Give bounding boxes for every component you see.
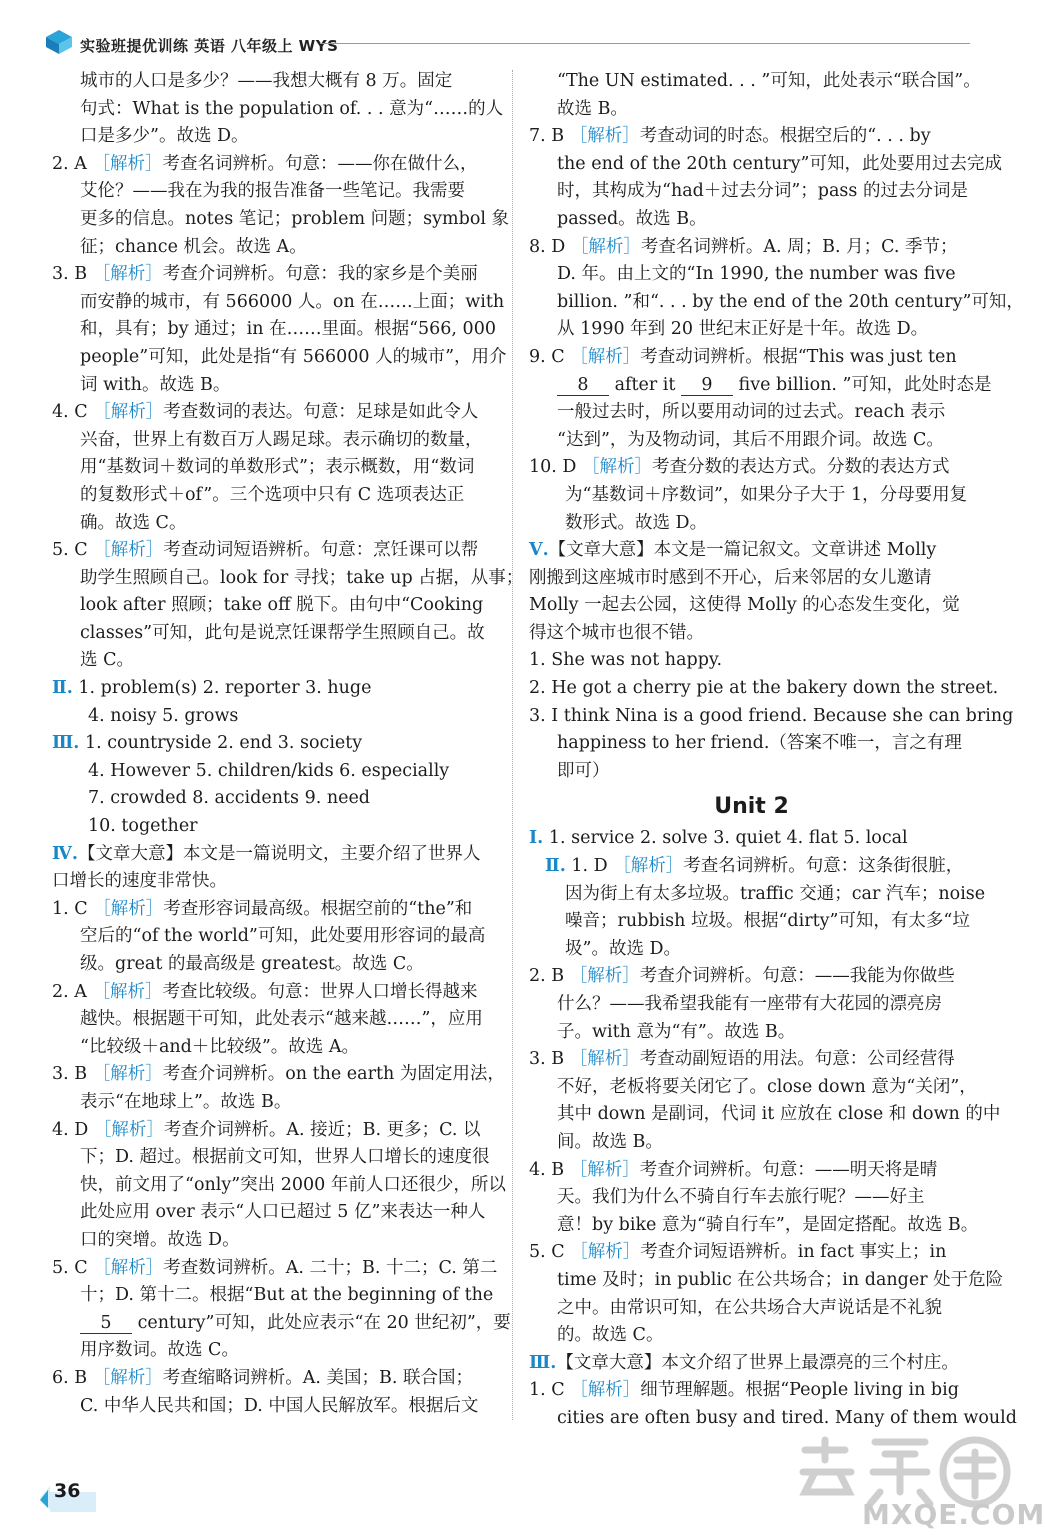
answer-line bbox=[529, 372, 992, 400]
line-text: 不好，老板将要关闭它了。close down 意为“关闭”， bbox=[557, 1076, 977, 1097]
answer-line bbox=[52, 592, 500, 620]
line-text: 考查介词短语辨析。in fact 事实上；in bbox=[640, 1242, 947, 1263]
line-text: 之中。由常识可知，在公共场合大声说话是不礼貌 bbox=[557, 1297, 942, 1318]
answer-line bbox=[52, 178, 500, 206]
question-number: 4. B bbox=[529, 1159, 565, 1180]
answer-line bbox=[529, 825, 974, 853]
line-text: 考查动词辨析。根据“This was just ten bbox=[640, 346, 957, 367]
answer-line bbox=[52, 758, 500, 786]
answer-line bbox=[52, 151, 500, 179]
analysis-tag: ［解析］ bbox=[570, 236, 641, 257]
analysis-tag: ［解析］ bbox=[570, 1242, 641, 1263]
right-column bbox=[529, 68, 1024, 1433]
answer-line bbox=[52, 1034, 500, 1062]
answer-line bbox=[529, 936, 974, 964]
answer-line bbox=[52, 482, 500, 510]
line-text: people”可知，此处是指“有 566000 人的城市”，用介 bbox=[80, 346, 507, 367]
answer-line bbox=[529, 123, 974, 151]
analysis-tag: ［解析］ bbox=[613, 856, 684, 877]
analysis-tag: ［解析］ bbox=[93, 898, 164, 919]
answer-line bbox=[529, 482, 974, 510]
line-text: 下；D. 超过。根据前文可知，世界人口增长的速度很 bbox=[80, 1147, 490, 1168]
answer-line bbox=[52, 316, 500, 344]
line-text: 时，其构成为“had＋过去分词”；pass 的过去分词是 bbox=[557, 181, 968, 202]
answer-line bbox=[52, 813, 500, 841]
analysis-tag: ［解析］ bbox=[569, 966, 640, 987]
line-text: 考查名词辨析。句意：——你在做什么， bbox=[162, 153, 478, 174]
answer-line bbox=[52, 1227, 500, 1255]
line-text: 考查名词辨析。句意：这条街很脏， bbox=[683, 856, 964, 877]
answer-line bbox=[52, 730, 500, 758]
page-number: 36 bbox=[54, 1480, 81, 1502]
line-text: 考查介词辨析。句意：——明天将是晴 bbox=[639, 1159, 938, 1180]
line-text: 口的突增。故选 D。 bbox=[80, 1229, 240, 1250]
answer-line bbox=[52, 620, 500, 648]
answer-line bbox=[529, 1405, 1017, 1433]
answer-line bbox=[529, 853, 974, 881]
question-number: 6. B bbox=[52, 1367, 88, 1388]
question-number: 1. C bbox=[529, 1380, 565, 1401]
line-text: “比较级＋and＋比较级”。故选 A。 bbox=[80, 1036, 359, 1057]
section-numeral: Ⅰ. bbox=[529, 828, 544, 849]
answer-line bbox=[529, 620, 974, 648]
answer-line bbox=[529, 68, 981, 96]
answer-line bbox=[52, 261, 500, 289]
line-text: 表示“在地球上”。故选 B。 bbox=[80, 1091, 292, 1112]
answer-line bbox=[529, 991, 974, 1019]
analysis-tag: ［解析］ bbox=[92, 264, 163, 285]
answer-line bbox=[529, 1295, 974, 1323]
line-text: 兴奋，世界上有数百万人踢足球。表示确切的数量， bbox=[80, 429, 483, 450]
answer-line bbox=[52, 1089, 500, 1117]
analysis-tag: ［解析］ bbox=[92, 1064, 163, 1085]
question-number: 3. B bbox=[529, 1049, 565, 1070]
question-number: 1. C bbox=[52, 898, 88, 919]
line-text: 的。故选 C。 bbox=[557, 1325, 664, 1346]
analysis-tag: ［解析］ bbox=[569, 126, 640, 147]
line-text: 2. He got a cherry pie at the bakery down the street. bbox=[529, 678, 999, 699]
answer-line bbox=[529, 344, 974, 372]
line-text: 句式：What is the population of. . . 意为“……的人 bbox=[80, 98, 504, 119]
analysis-tag: ［解析］ bbox=[92, 1367, 163, 1388]
line-text: Molly 一起去公园，这使得 Molly 的心态发生变化，觉 bbox=[529, 595, 960, 616]
line-text: 考查形容词最高级。根据空前的“the”和 bbox=[163, 898, 473, 919]
answer-line bbox=[529, 537, 974, 565]
question-number: 5. C bbox=[52, 540, 88, 561]
answer-line bbox=[529, 758, 974, 786]
line-text: 用“基数词＋数词的单数形式”；表示概数，用“数词 bbox=[80, 457, 475, 478]
line-text: 征；chance 机会。故选 A。 bbox=[80, 236, 307, 257]
line-text: 考查介词辨析。句意：——我能为你做些 bbox=[639, 966, 955, 987]
header-rule bbox=[320, 43, 970, 44]
answer-line bbox=[52, 868, 500, 896]
answer-line bbox=[52, 565, 524, 593]
answer-line bbox=[529, 1212, 979, 1240]
answer-line bbox=[52, 1393, 500, 1421]
line-text: 考查数词辨析。A. 二十；B. 十二；C. 第二 bbox=[163, 1257, 498, 1278]
answer-line bbox=[52, 1117, 500, 1145]
line-text: 一般过去时，所以要用动词的过去式。reach 表示 bbox=[557, 402, 946, 423]
answer-line bbox=[52, 454, 500, 482]
line-text: 子。with 意为“有”。故选 B。 bbox=[557, 1021, 796, 1042]
answer-line bbox=[529, 178, 974, 206]
line-text: 7. crowded 8. accidents 9. need bbox=[88, 788, 371, 809]
answer-line bbox=[529, 1157, 974, 1185]
line-text: 用序数词。故选 C。 bbox=[80, 1340, 239, 1361]
line-text: 口增长的速度非常快。 bbox=[52, 871, 227, 892]
answer-line bbox=[529, 399, 974, 427]
line-text: 考查分数的表达方式。分数的表达方式 bbox=[652, 457, 950, 478]
analysis-tag: ［解析］ bbox=[93, 402, 164, 423]
book-title: 实验班提优训练 英语 八年级上 WYS bbox=[80, 37, 339, 55]
answer-line bbox=[52, 399, 500, 427]
section-numeral: Ⅴ. bbox=[529, 540, 549, 561]
line-text: 艾伦？——我在为我的报告准备一些笔记。我需要 bbox=[80, 181, 465, 202]
line-text: 而安静的城市，有 566000 人。on 在……上面；with bbox=[80, 291, 505, 312]
analysis-tag: ［解析］ bbox=[570, 1380, 641, 1401]
line-text: 为“基数词＋序数词”，如果分子大于 1，分母要用复 bbox=[565, 484, 968, 505]
analysis-tag: ［解析］ bbox=[93, 540, 164, 561]
analysis-tag: ［解析］ bbox=[92, 981, 163, 1002]
line-text: 和，具有；by 通过；in 在……里面。根据“566, 000 bbox=[80, 319, 496, 340]
analysis-tag: ［解析］ bbox=[93, 1257, 164, 1278]
line-text: the end of the 20th century”可知，此处要用过去完成 bbox=[557, 153, 1002, 174]
answer-line bbox=[529, 316, 974, 344]
line-text: billion. ”和“. . . by the end of the 20th century”可知， bbox=[557, 291, 1024, 312]
answer-line bbox=[529, 510, 974, 538]
line-text: 1. countryside 2. end 3. society bbox=[79, 733, 363, 754]
line-text: 考查缩略词辨析。A. 美国；B. 联合国； bbox=[162, 1367, 473, 1388]
line-text: 考查数词的表达。句意：足球是如此令人 bbox=[163, 402, 479, 423]
question-number: 4. D bbox=[52, 1119, 89, 1140]
answer-line bbox=[52, 785, 500, 813]
answer-line bbox=[529, 206, 974, 234]
answer-line bbox=[52, 1365, 500, 1393]
answer-line bbox=[52, 510, 500, 538]
analysis-tag: ［解析］ bbox=[92, 153, 163, 174]
line-text: 即可） bbox=[557, 760, 610, 781]
line-text: 考查介词辨析。on the earth 为固定用法， bbox=[162, 1064, 505, 1085]
section-numeral: Ⅱ. bbox=[545, 856, 566, 877]
answer-line bbox=[52, 123, 500, 151]
answer-line bbox=[529, 289, 1024, 317]
line-text: 故选 B。 bbox=[557, 98, 628, 119]
answer-line bbox=[529, 1377, 974, 1405]
line-text: 的复数形式＋of”。三个选项中只有 C 选项表达正 bbox=[80, 484, 465, 505]
question-number: 2. B bbox=[529, 966, 565, 987]
answer-line bbox=[529, 730, 974, 758]
line-text: 刚搬到这座城市时感到不开心，后来邻居的女儿邀请 bbox=[529, 567, 932, 588]
line-text: 细节理解题。根据“People living in big bbox=[640, 1380, 959, 1401]
answer-line bbox=[529, 565, 974, 593]
answer-line bbox=[52, 923, 500, 951]
answer-line bbox=[52, 1172, 506, 1200]
line-text: 【文章大意】本文是一篇记叙文。文章讲述 Molly bbox=[548, 540, 937, 561]
answer-line bbox=[52, 96, 504, 124]
answer-line bbox=[52, 1255, 500, 1283]
line-text: 10. together bbox=[88, 816, 198, 837]
line-text: 考查名词辨析。A. 周；B. 月；C. 季节； bbox=[640, 236, 958, 257]
line-text: “The UN estimated. . . ”可知，此处表示“联合国”。 bbox=[557, 71, 981, 91]
answer-line bbox=[529, 151, 1002, 179]
line-text: 词 with。故选 B。 bbox=[80, 374, 231, 395]
answer-line bbox=[52, 427, 500, 455]
line-text: 噪音；rubbish 垃圾。根据“dirty”可知，有太多“垃 bbox=[565, 911, 970, 932]
question-number: 5. C bbox=[529, 1242, 565, 1263]
answer-line bbox=[52, 1310, 511, 1338]
line-text: 4. However 5. children/kids 6. especially bbox=[88, 760, 450, 781]
section-numeral: Ⅲ. bbox=[529, 1352, 557, 1373]
line-text: “达到”，为及物动词，其后不用跟介词。故选 C。 bbox=[557, 429, 944, 450]
answer-line bbox=[52, 1337, 500, 1365]
answer-line bbox=[52, 1006, 500, 1034]
analysis-tag: ［解析］ bbox=[569, 1049, 640, 1070]
answer-line bbox=[529, 1184, 974, 1212]
answer-line bbox=[52, 703, 500, 731]
question-number: 9. C bbox=[529, 346, 565, 367]
answer-line bbox=[529, 261, 974, 289]
line-text: 1. problem(s) 2. reporter 3. huge bbox=[72, 678, 372, 699]
fill-blank: 5 bbox=[80, 1313, 132, 1334]
answer-line bbox=[529, 1350, 974, 1378]
line-text: 4. noisy 5. grows bbox=[88, 705, 239, 726]
answer-line bbox=[52, 1282, 500, 1310]
analysis-tag: ［解析］ bbox=[570, 346, 641, 367]
unit-heading: Unit 2 bbox=[714, 794, 789, 820]
line-text: 选 C。 bbox=[80, 650, 134, 671]
answer-line bbox=[529, 592, 974, 620]
answer-line bbox=[529, 1046, 974, 1074]
answer-line bbox=[529, 908, 974, 936]
line-text: 确。故选 C。 bbox=[80, 512, 187, 533]
line-text: 越快。根据题干可知，此处表示“越来越……”，应用 bbox=[80, 1009, 483, 1030]
line-text: 考查介词辨析。句意：我的家乡是个美丽 bbox=[162, 264, 478, 285]
answer-line bbox=[529, 234, 974, 262]
line-text: D. 年。由上文的“In 1990, the number was five bbox=[557, 264, 956, 285]
answer-line bbox=[52, 1144, 500, 1172]
section-numeral: Ⅳ. bbox=[52, 843, 78, 864]
line-text: 1. D bbox=[565, 856, 608, 877]
line-text: 考查比较级。句意：世界人口增长得越来 bbox=[162, 981, 478, 1002]
question-number: 2. A bbox=[52, 153, 87, 174]
answer-line bbox=[52, 234, 500, 262]
line-text: 考查动词短语辨析。句意：烹饪课可以帮 bbox=[163, 540, 479, 561]
answer-line bbox=[52, 537, 500, 565]
line-text: 十；D. 第十二。根据“But at the beginning of the bbox=[80, 1285, 494, 1306]
question-number: 8. D bbox=[529, 236, 566, 257]
answer-line bbox=[529, 96, 974, 124]
answer-line bbox=[52, 1061, 505, 1089]
line-text: 考查介词辨析。A. 接近；B. 更多；C. 以 bbox=[163, 1119, 481, 1140]
answer-line bbox=[52, 1199, 500, 1227]
analysis-tag: ［解析］ bbox=[569, 1159, 640, 1180]
line-text: 1. She was not happy. bbox=[529, 650, 723, 671]
question-number: 4. C bbox=[52, 402, 88, 423]
line-text: 间。故选 B。 bbox=[557, 1131, 663, 1152]
line-text: 因为街上有太多垃圾。traffic 交通；car 汽车；noise bbox=[565, 883, 986, 904]
line-text: classes”可知，此句是说烹饪课帮学生照顾自己。故 bbox=[80, 622, 485, 643]
answer-line bbox=[52, 206, 510, 234]
answer-line bbox=[52, 289, 505, 317]
line-text: C. 中华人民共和国；D. 中国人民解放军。根据后文 bbox=[80, 1395, 479, 1416]
line-text: 【文章大意】本文介绍了世界上最漂亮的三个村庄。 bbox=[556, 1352, 959, 1373]
line-text: 快，前文用了“only”突出 2000 年前人口还很少，所以 bbox=[80, 1174, 506, 1195]
line-text: 助学生照顾自己。look for 寻找；take up 占据，从事； bbox=[80, 567, 524, 588]
analysis-tag: ［解析］ bbox=[93, 1119, 164, 1140]
section-numeral: Ⅲ. bbox=[52, 733, 80, 754]
page-header bbox=[0, 0, 1035, 62]
fill-blank: 8 bbox=[557, 375, 609, 396]
book-logo-icon bbox=[44, 28, 74, 56]
line-text: 考查动副短语的用法。句意：公司经营得 bbox=[639, 1049, 955, 1070]
answer-line bbox=[52, 372, 500, 400]
answer-line bbox=[529, 703, 1014, 731]
answer-line bbox=[529, 1101, 1001, 1129]
question-number: 7. B bbox=[529, 126, 565, 147]
answer-line bbox=[52, 647, 500, 675]
line-text: 口是多少”。故选 D。 bbox=[80, 126, 249, 147]
line-text: 意！by bike 意为“骑自行车”，是固定搭配。故选 B。 bbox=[557, 1214, 979, 1235]
line-text: 3. I think Nina is a good friend. Because she can bring bbox=[529, 705, 1014, 726]
question-number: 3. B bbox=[52, 264, 88, 285]
question-number: 10. D bbox=[529, 457, 577, 478]
line-text: 得这个城市也很不错。 bbox=[529, 622, 704, 643]
line-text: 天。我们为什么不骑自行车去旅行呢？——好主 bbox=[557, 1187, 925, 1208]
answer-line bbox=[529, 963, 974, 991]
line-text: 其中 down 是副词，代词 it 应放在 close 和 down 的中 bbox=[557, 1104, 1001, 1125]
column-divider bbox=[512, 70, 513, 1420]
answer-line bbox=[52, 344, 507, 372]
line-text: look after 照顾；take off 脱下。由句中“Cooking bbox=[80, 595, 484, 616]
answer-line bbox=[52, 841, 500, 869]
left-column bbox=[52, 68, 524, 1420]
answer-line bbox=[529, 1267, 1004, 1295]
line-text: 圾”。故选 D。 bbox=[565, 938, 682, 959]
answer-line bbox=[52, 979, 500, 1007]
answer-line bbox=[529, 881, 986, 909]
line-text: 从 1990 年到 20 世纪末正好是十年。故选 D。 bbox=[557, 319, 929, 340]
line-text: 1. service 2. solve 3. quiet 4. flat 5. local bbox=[543, 828, 908, 849]
fill-blank: 9 bbox=[681, 375, 733, 396]
line-text: 什么？——我希望我能有一座带有大花园的漂亮房 bbox=[557, 994, 942, 1014]
line-text: 城市的人口是多少？——我想大概有 8 万。固定 bbox=[80, 71, 453, 91]
answer-line bbox=[529, 1019, 974, 1047]
answer-line bbox=[52, 68, 500, 96]
line-text: 考查动词的时态。根据空后的“. . . by bbox=[639, 126, 931, 147]
answer-line bbox=[529, 427, 974, 455]
line-text: 更多的信息。notes 笔记；problem 问题；symbol 象 bbox=[80, 208, 510, 229]
answer-line bbox=[529, 1074, 977, 1102]
line-text: five billion. ”可知，此处时态是 bbox=[732, 374, 992, 395]
line-text: passed。故选 B。 bbox=[557, 208, 707, 229]
line-text: 此处应用 over 表示“人口已超过 5 亿”来表达一种人 bbox=[80, 1202, 486, 1223]
answer-line bbox=[52, 896, 500, 924]
answer-line bbox=[529, 647, 974, 675]
question-number: 3. B bbox=[52, 1064, 88, 1085]
line-text: 【文章大意】本文是一篇说明文，主要介绍了世界人 bbox=[77, 843, 481, 864]
section-numeral: Ⅱ. bbox=[52, 678, 73, 699]
answer-line bbox=[529, 1322, 974, 1350]
line-text: time 及时；in public 在公共场合；in danger 处于危险 bbox=[557, 1269, 1004, 1290]
line-text: 数形式。故选 D。 bbox=[565, 512, 708, 533]
answer-line bbox=[529, 675, 999, 703]
answer-line bbox=[529, 1239, 974, 1267]
line-text: after it bbox=[609, 374, 681, 395]
question-number: 5. C bbox=[52, 1257, 88, 1278]
answer-line bbox=[529, 454, 974, 482]
line-text: century”可知，此处应表示“在 20 世纪初”，要 bbox=[132, 1312, 511, 1333]
question-number: 2. A bbox=[52, 981, 87, 1002]
line-text: happiness to her friend.（答案不唯一，言之有理 bbox=[557, 733, 962, 754]
answer-line bbox=[529, 1129, 974, 1157]
answer-line bbox=[52, 951, 500, 979]
analysis-tag: ［解析］ bbox=[582, 457, 653, 478]
line-text: 空后的“of the world”可知，此处要用形容词的最高 bbox=[80, 926, 486, 947]
watermark-url: MXQE.COM bbox=[862, 1498, 1045, 1531]
line-text: 级。great 的最高级是 greatest。故选 C。 bbox=[80, 954, 424, 974]
line-text: cities are often busy and tired. Many of them would bbox=[557, 1407, 1017, 1428]
answer-line bbox=[52, 675, 500, 703]
